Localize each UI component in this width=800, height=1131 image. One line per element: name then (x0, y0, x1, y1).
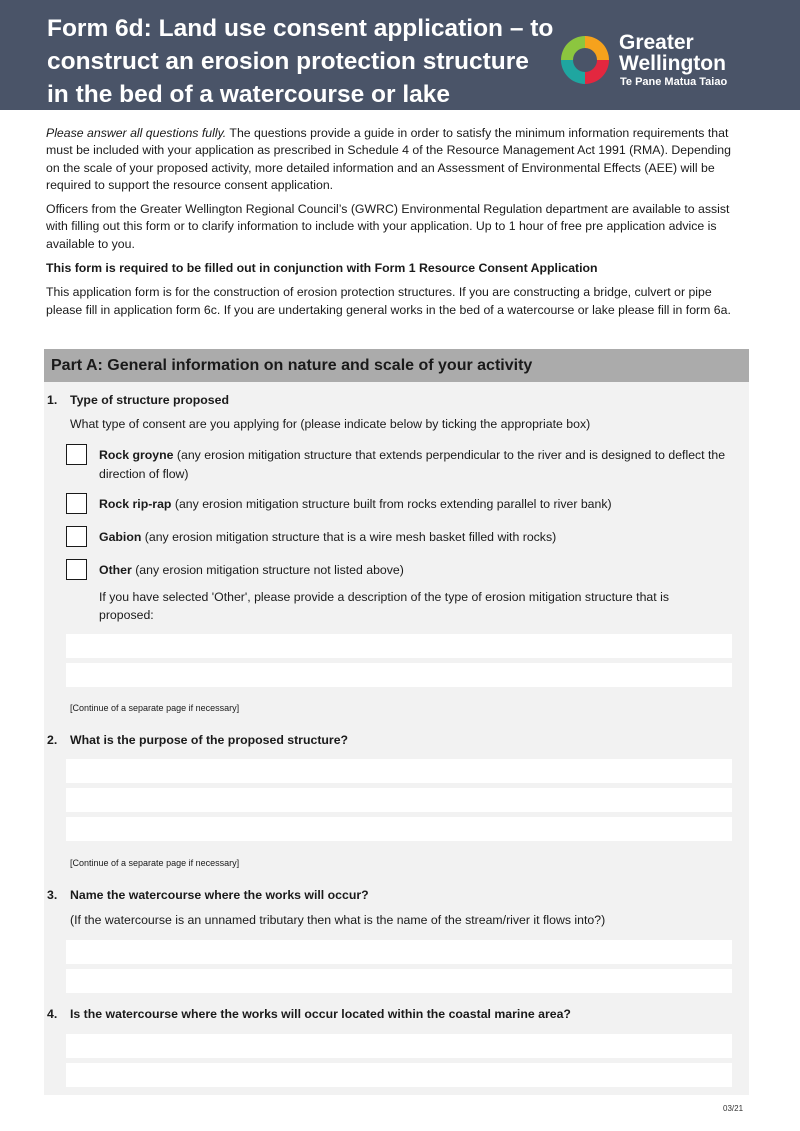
rock-groyne-checkbox[interactable] (66, 444, 87, 465)
purpose-field-2[interactable] (66, 788, 732, 812)
logo-name-line2: Wellington (619, 52, 726, 75)
watercourse-name-field-1[interactable] (66, 940, 732, 964)
question-number: 4. (47, 1007, 58, 1021)
logo-swirl-icon (557, 32, 613, 88)
greater-wellington-logo (557, 28, 787, 92)
page-header (0, 0, 800, 110)
purpose-field-3[interactable] (66, 817, 732, 841)
intro-paragraph-1: Please answer all questions fully. The questions provide a guide in order to satisfy the minimum information requirements that must be included with your application as prescribed in Schedule 4 of the Resource Management Act 1991 (RMA). Depending on the scale of your proposed activity, more detailed information and an Assessment of Environmental Effects (AEE) will be required to support the resource consent application. (46, 126, 731, 192)
logo-name-line1: Greater (619, 31, 694, 54)
question-number: 1. (47, 393, 58, 407)
question-1-prompt: What type of consent are you applying for (please indicate below by ticking the appropriate box) (70, 417, 591, 431)
purpose-field-1[interactable] (66, 759, 732, 783)
other-description-field-1[interactable] (66, 634, 732, 658)
form-title: Form 6d: Land use consent application – to construct an erosion protection structure in the bed of a watercourse or lake (47, 15, 554, 108)
watercourse-name-field-2[interactable] (66, 969, 732, 993)
continue-note: [Continue of a separate page if necessary] (70, 703, 240, 713)
question-title: Type of structure proposed (70, 393, 229, 407)
coastal-marine-field-1[interactable] (66, 1034, 732, 1058)
question-number: 3. (47, 888, 58, 902)
part-a-heading: Part A: General information on nature and scale of your activity (44, 349, 749, 382)
intro-section (46, 125, 746, 326)
other-checkbox[interactable] (66, 559, 87, 580)
other-description-field-2[interactable] (66, 663, 732, 687)
question-title: Name the watercourse where the works will occur? (70, 888, 369, 902)
intro-requirement-note: This form is required to be filled out in conjunction with Form 1 Resource Consent Application (46, 261, 598, 276)
intro-paragraph-4: This application form is for the construction of erosion protection structures. If you are constructing a bridge, culvert or pipe please fill in application form 6c. If you are undertaking general works in the bed of a watercourse or lake please fill in form 6a. (46, 285, 731, 317)
question-title: Is the watercourse where the works will occur located within the coastal marine area? (70, 1007, 571, 1021)
continue-note: [Continue of a separate page if necessary] (70, 858, 240, 868)
form-version-code: 03/21 (723, 1104, 744, 1113)
question-number: 2. (47, 733, 58, 747)
question-3-prompt: (If the watercourse is an unnamed tributary then what is the name of the stream/river it flows into?) (70, 913, 606, 927)
rock-rip-rap-checkbox[interactable] (66, 493, 87, 514)
part-a-section: Part A: General information on nature and scale of your activity 1. Type of structure proposed What type of consent are you applying for (please indicate below by ticking the appropriate box) Rock groyne (any erosion mitigation structure that extends perpendicular to the river and is designed to deflect the direction of flow) Rock rip-rap (any erosion mitigation structure built from rocks extending parallel to river bank) Gabion (any erosion mitigation structure that is a wire mesh basket filled with rocks) Other (any erosion mitigation structure not listed above) If you have selected 'Other', please provide a description of the type of erosion mitigation structure that is proposed: [Continue of a separate page if necessary] 2. What is the purpose of the proposed structure? [Continue of a separate page if necessary] 3. Name the watercourse where the works will occur? (If the watercourse is an unnamed tributary then what is the name of the stream/river it flows into?) 4. Is the watercourse where the works will occur located within the coastal marine area? (44, 349, 749, 1095)
gabion-checkbox[interactable] (66, 526, 87, 547)
coastal-marine-field-2[interactable] (66, 1063, 732, 1087)
intro-paragraph-2: Officers from the Greater Wellington Regional Council’s (GWRC) Environmental Regulation department are available to assist with filling out this form or to clarify information to include with your application. Up to 1 hour of free pre application advice is available to you. (46, 202, 730, 251)
other-description-prompt: If you have selected 'Other', please provide a description of the type of erosion mitigation structure that is proposed: (99, 590, 669, 622)
question-title: What is the purpose of the proposed structure? (70, 733, 349, 747)
logo-subtitle: Te Pane Matua Taiao (620, 76, 728, 88)
